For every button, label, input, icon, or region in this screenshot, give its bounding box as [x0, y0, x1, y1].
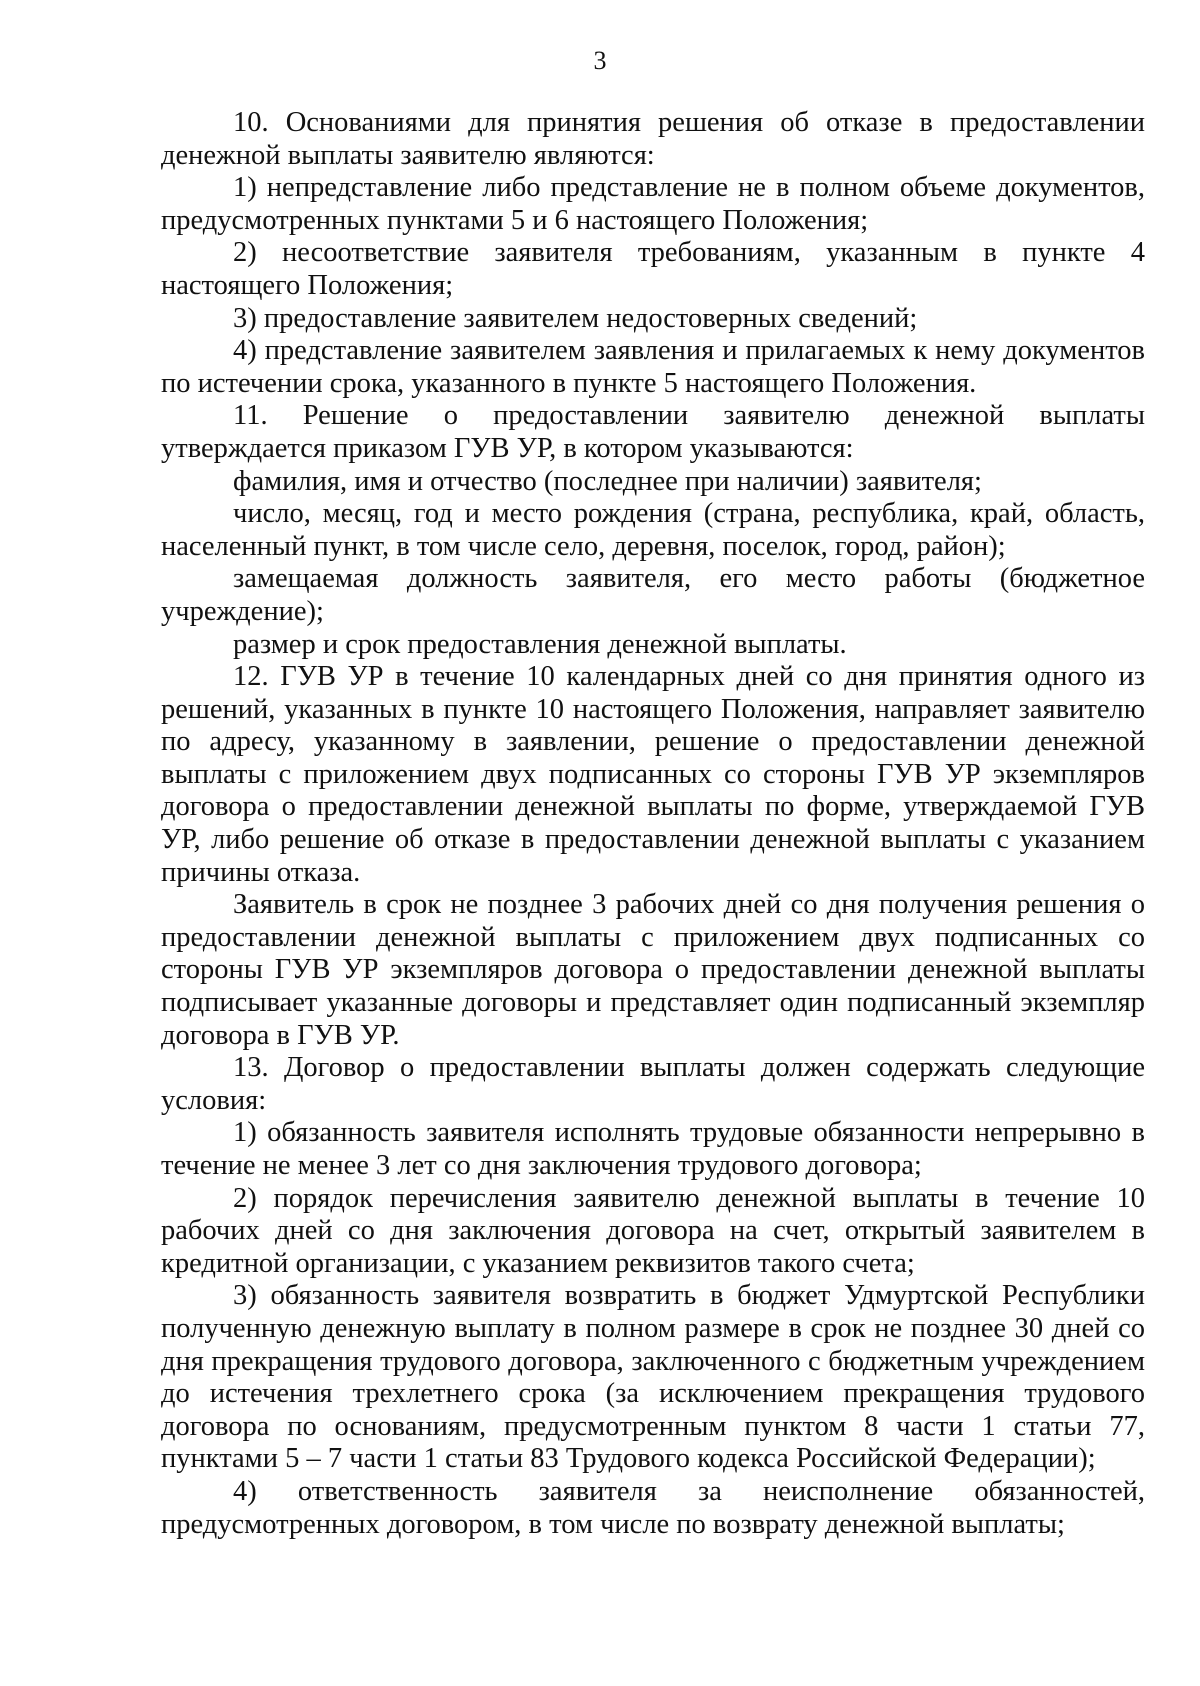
paragraph-11-heading: 11. Решение о предоставлении заявителю денежной выплаты утверждается приказом ГУВ УР, в котором указываются: — [161, 400, 1145, 464]
paragraph-11-item-birth: число, месяц, год и место рождения (страна, республика, край, область, населенный пункт, в том числе село, деревня, поселок, город, район); — [161, 498, 1145, 562]
paragraph-13-item-3: 3) обязанность заявителя возвратить в бюджет Удмуртской Республики полученную денежную выплату в полном размере в срок не позднее 30 дней со дня прекращения трудового договора, заключенного с бюджетным учреждением до истечения трехлетнего срока (за исключением прекращения трудового договора по основаниям, предусмотренным пунктом 8 части 1 статьи 77, пунктами 5 – 7 части 1 статьи 83 Трудового кодекса Российской Федерации); — [161, 1280, 1145, 1475]
paragraph-13-item-1: 1) обязанность заявителя исполнять трудовые обязанности непрерывно в течение не менее 3 лет со дня заключения трудового договора; — [161, 1117, 1145, 1181]
paragraph-13-item-4: 4) ответственность заявителя за неисполнение обязанностей, предусмотренных договором, в том числе по возврату денежной выплаты; — [161, 1475, 1145, 1540]
paragraph-12: 12. ГУВ УР в течение 10 календарных дней со дня принятия одного из решений, указанных в пункте 10 настоящего Положения, направляет заявителю по адресу, указанному в заявлении, решение о предоставлении денежной выплаты с приложением двух подписанных со стороны ГУВ УР экземпляров договора о предоставлении денежной выплаты по форме, утверждаемой ГУВ УР, либо решение об отказе в предоставлении денежной выплаты с указанием причины отказа. — [161, 661, 1145, 888]
page-number: 3 — [593, 46, 607, 75]
paragraph-10-item-4: 4) представление заявителем заявления и прилагаемых к нему документов по истечении срока, указанного в пункте 5 настоящего Положения. — [161, 335, 1145, 399]
paragraph-13-item-2: 2) порядок перечисления заявителю денежной выплаты в течение 10 рабочих дней со дня заключения договора на счет, открытый заявителем в кредитной организации, с указанием реквизитов такого счета; — [161, 1182, 1145, 1279]
paragraph-10-item-1: 1) непредставление либо представление не в полном объеме документов, предусмотренных пунктами 5 и 6 настоящего Положения; — [161, 172, 1145, 236]
paragraph-11-item-amount: размер и срок предоставления денежной выплаты. — [233, 628, 847, 660]
document-body — [161, 107, 1145, 1541]
paragraph-10-heading: 10. Основаниями для принятия решения об отказе в предоставлении денежной выплаты заявителю являются: — [161, 107, 1145, 171]
paragraph-12-applicant: Заявитель в срок не позднее 3 рабочих дней со дня получения решения о предоставлении денежной выплаты с приложением двух подписанных со стороны ГУВ УР экземпляров договора о предоставлении денежной выплаты подписывает указанные договоры и представляет один подписанный экземпляр договора в ГУВ УР. — [161, 889, 1145, 1051]
paragraph-10-item-2: 2) несоответствие заявителя требованиям, указанным в пункте 4 настоящего Положения; — [161, 237, 1145, 301]
paragraph-13-heading: 13. Договор о предоставлении выплаты должен содержать следующие условия: — [161, 1052, 1145, 1116]
paragraph-10-item-3: 3) предоставление заявителем недостоверных сведений; — [233, 302, 918, 334]
paragraph-11-item-position: замещаемая должность заявителя, его место работы (бюджетное учреждение); — [161, 563, 1145, 627]
paragraph-11-item-name: фамилия, имя и отчество (последнее при наличии) заявителя; — [233, 465, 982, 497]
